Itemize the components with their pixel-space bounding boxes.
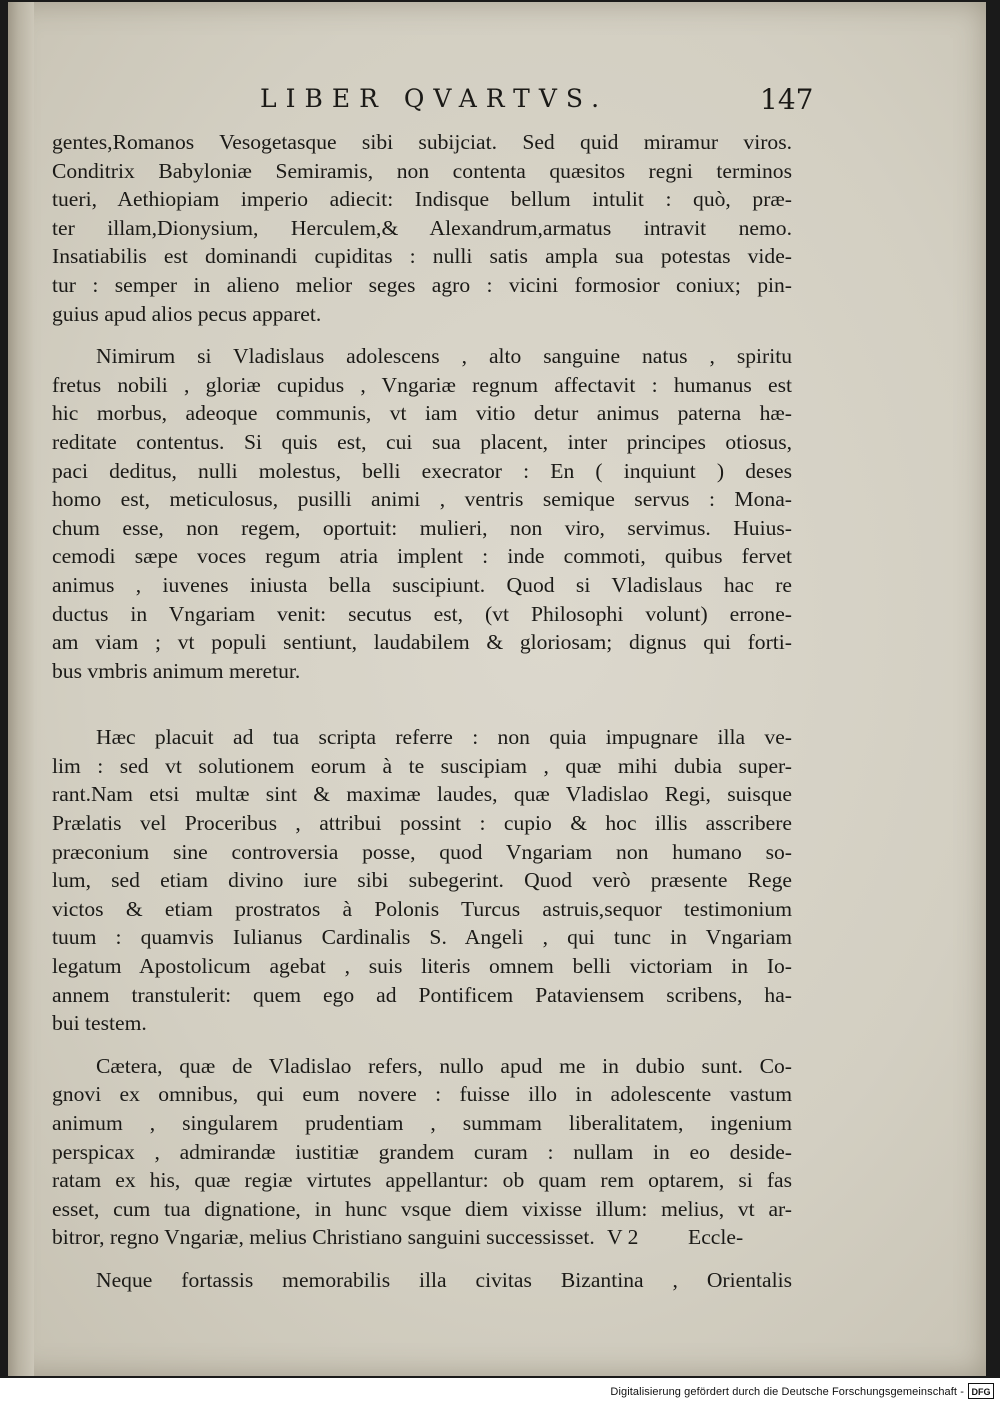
text-line: am viam ; vt populi sentiunt, laudabilem & gloriosam; dignus qui forti-: [52, 630, 792, 655]
page-binding-edge: [8, 2, 34, 1376]
text-line: animus , iuvenes iniusta bella suscipiunt. Quod si Vladislaus hac re: [52, 572, 792, 597]
text-line: ter illam,Dionysium, Herculem,& Alexandrum,armatus intravit nemo.: [52, 215, 792, 240]
text-line: ductus in Vngariam venit: secutus est, (vt Philosophi volunt) errone-: [52, 601, 792, 626]
text-line: Neque fortassis memorabilis illa civitas Bizantina , Orientalis: [96, 1267, 792, 1292]
text-line: lim : sed vt solutionem eorum à te suscipiam , quæ mihi dubia super-: [52, 753, 792, 778]
text-line: esset, cum tua dignatione, in hunc vsque diem vixisse illum: melius, vt ar-: [52, 1196, 792, 1221]
paragraph-gap: [52, 1038, 792, 1052]
main-text: [52, 128, 792, 1295]
text-line: reditate contentus. Si quis est, cui sua placent, inter principes otiosus,: [52, 429, 792, 454]
text-line: homo est, meticulosus, pusilli animi , ventris semique servus : Mona-: [52, 487, 792, 512]
catchword: Eccle-: [688, 1225, 744, 1249]
text-line: Nimirum si Vladislaus adolescens , alto sanguine natus , spiritu: [96, 344, 792, 369]
text-line: Insatiabilis est dominandi cupiditas : nulli satis ampla sua potestas vide-: [52, 244, 792, 269]
text-line: perspicax , admirandæ iustitiæ grandem curam : nullam in eo deside-: [52, 1139, 792, 1164]
text-line: præconium sine controversia posse, quod Vngariam non humano so-: [52, 839, 792, 864]
text-line: Prælatis vel Proceribus , attribui possint : cupio & hoc illis asscribere: [52, 811, 792, 836]
paragraph-4: [52, 1052, 792, 1252]
paragraph-5: [52, 1266, 792, 1295]
paragraph-gap: [52, 328, 792, 342]
text-line: rant.Nam etsi multæ sint & maximæ laudes, quæ Vladislao Regi, suisque: [52, 782, 792, 807]
text-line: cemodi sæpe voces regum atria implent : inde commoti, quibus fervet: [52, 544, 792, 569]
paragraph-gap: [52, 1252, 792, 1266]
paragraph-3: [52, 723, 792, 1038]
text-line: Conditrix Babyloniæ Semiramis, non contenta quæsitos regni terminos: [52, 158, 792, 183]
text-line: gnovi ex omnibus, qui eum novere : fuisse illo in adolescente vastum: [52, 1082, 792, 1107]
text-line: tur : semper in alieno melior seges agro : vicini formosior coniux; pin-: [52, 272, 792, 297]
text-line: paci deditus, nulli molestus, belli execrator : En ( inquiunt ) deses: [52, 458, 792, 483]
paragraph-gap: [52, 685, 792, 723]
text-line: gentes,Romanos Vesogetasque sibi subijciat. Sed quid miramur viros.: [52, 130, 792, 154]
text-line: victos & etiam prostratos à Polonis Turcus astruis,sequor testimonium: [52, 896, 792, 921]
text-line: guius apud alios pecus apparet.: [52, 301, 322, 326]
text-line: Cætera, quæ de Vladislao refers, nullo apud me in dubio sunt. Co-: [96, 1053, 792, 1078]
text-line: chum esse, non regem, oportuit: mulieri, non viro, servimus. Huius-: [52, 515, 792, 540]
digitization-credit: Digitalisierung gefördert durch die Deutsche Forschungsgemeinschaft -: [610, 1386, 964, 1398]
paragraph-1: [52, 128, 792, 328]
paragraph-2: [52, 342, 792, 685]
text-line: lum, sed etiam divino iure sibi subegerint. Quod verò præsente Rege: [52, 868, 792, 893]
text-line: annem transtulerit: quem ego ad Pontificem Pataviensem scribens, ha-: [52, 982, 792, 1007]
text-line: ratam ex his, quæ regiæ virtutes appellantur: ob quam rem optarem, si fas: [52, 1168, 792, 1193]
text-line: bus vmbris animum meretur.: [52, 658, 301, 683]
text-line: legatum Apostolicum agebat , suis literis omnem belli victoriam in Io-: [52, 954, 792, 979]
text-line: tuum : quamvis Iulianus Cardinalis S. Angeli , qui tunc in Vngariam: [52, 925, 792, 950]
text-line: tueri, Aethiopiam imperio adiecit: Indisque bellum intulit : quò, præ-: [52, 187, 792, 212]
text-line: animum , singularem prudentiam , summam liberalitatem, ingenium: [52, 1111, 792, 1135]
dfg-logo-icon: DFG: [968, 1383, 994, 1399]
text-line: Hæc placuit ad tua scripta referre : non quia impugnare illa ve-: [96, 725, 792, 750]
text-line: fretus nobili , gloriæ cupidus , Vngariæ regnum affectavit : humanus est: [52, 372, 792, 397]
page-number: 147: [760, 83, 814, 116]
signature-mark: V 2: [607, 1225, 639, 1249]
text-line: bui testem.: [52, 1011, 147, 1036]
text-line: bitror, regno Vngariæ, melius Christiano sanguini successisset.: [52, 1225, 595, 1250]
text-line: hic morbus, adeoque communis, vt iam vitio detur animus paterna hæ-: [52, 401, 792, 426]
running-title: LIBER QVARTVS.: [260, 84, 609, 113]
